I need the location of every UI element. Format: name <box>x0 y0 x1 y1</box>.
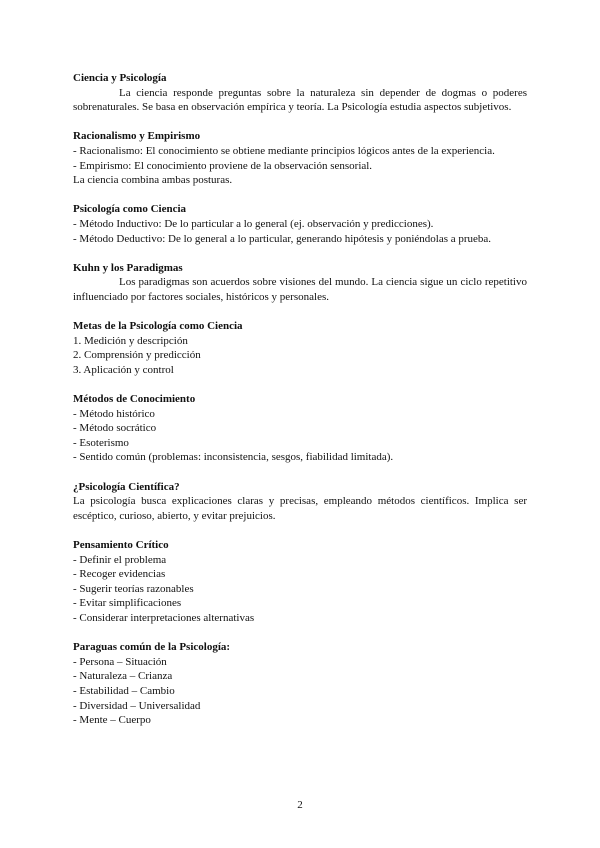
section-pensamiento-critico <box>73 538 527 626</box>
list-item: - Empirismo: El conocimiento proviene de la observación sensorial. <box>73 159 373 172</box>
page-number: 2 <box>297 799 303 811</box>
list-item: - Método Inductivo: De lo particular a lo general (ej. observación y predicciones). <box>73 217 434 230</box>
section-heading: Pensamiento Crítico <box>73 539 169 551</box>
section-paraguas-comun <box>73 640 527 728</box>
document-page <box>73 71 527 742</box>
section-paragraph: Los paradigmas son acuerdos sobre visiones del mundo. La ciencia sigue un ciclo repetitivo influenciado por factores sociales, históricos y personales. <box>73 276 527 303</box>
list-item: 1. Medición y descripción <box>73 334 188 347</box>
list-item: La ciencia combina ambas posturas. <box>73 174 233 187</box>
list-item: - Naturaleza – Crianza <box>73 670 173 683</box>
list-item: 3. Aplicación y control <box>73 363 174 376</box>
list-item: - Racionalismo: El conocimiento se obtiene mediante principios lógicos antes de la experiencia. <box>73 144 495 157</box>
list-item: - Método socrático <box>73 422 157 435</box>
section-heading: Métodos de Conocimiento <box>73 393 196 406</box>
list-item: - Método histórico <box>73 407 155 420</box>
list-item: - Considerar interpretaciones alternativas <box>73 611 255 624</box>
list-item: - Evitar simplificaciones <box>73 597 182 610</box>
section-kuhn-paradigmas <box>73 261 527 305</box>
section-heading: Racionalismo y Empirismo <box>73 130 201 143</box>
list-item: - Sugerir teorías razonables <box>73 582 194 595</box>
section-metas <box>73 319 527 377</box>
section-heading: Psicología como Ciencia <box>73 203 187 216</box>
section-paragraph: La ciencia responde preguntas sobre la naturaleza sin depender de dogmas o poderes sobrenaturales. Se basa en observación empírica y teoría. La Psicología estudia aspectos subjetivos. <box>73 86 527 114</box>
section-heading: ¿Psicología Científica? <box>73 480 180 493</box>
section-heading: Ciencia y Psicología <box>73 72 167 84</box>
section-ciencia-psicologia <box>73 71 527 115</box>
section-heading: Kuhn y los Paradigmas <box>73 261 183 274</box>
list-item: 2. Comprensión y predicción <box>73 349 201 362</box>
section-metodos-conocimiento <box>73 392 527 465</box>
section-paragraph: La psicología busca explicaciones claras y precisas, empleando métodos científicos. Implica ser escéptico, curioso, abierto, y evitar prejuicios. <box>73 495 527 522</box>
list-item: - Método Deductivo: De lo general a lo particular, generando hipótesis y poniéndolas a prueba. <box>73 232 492 245</box>
section-racionalismo-empirismo <box>73 129 527 187</box>
list-item: - Diversidad – Universalidad <box>73 699 201 712</box>
list-item: - Estabilidad – Cambio <box>73 684 175 697</box>
list-item: - Persona – Situación <box>73 655 167 668</box>
section-heading: Paraguas común de la Psicología: <box>73 641 231 654</box>
list-item: - Recoger evidencias <box>73 568 166 581</box>
section-psicologia-ciencia <box>73 202 527 246</box>
list-item: - Sentido común (problemas: inconsistencia, sesgos, fiabilidad limitada). <box>73 451 394 464</box>
section-psicologia-cientifica <box>73 480 527 524</box>
list-item: - Definir el problema <box>73 553 167 566</box>
list-item: - Esoterismo <box>73 436 129 449</box>
list-item: - Mente – Cuerpo <box>73 714 151 727</box>
section-heading: Metas de la Psicología como Ciencia <box>73 320 243 333</box>
